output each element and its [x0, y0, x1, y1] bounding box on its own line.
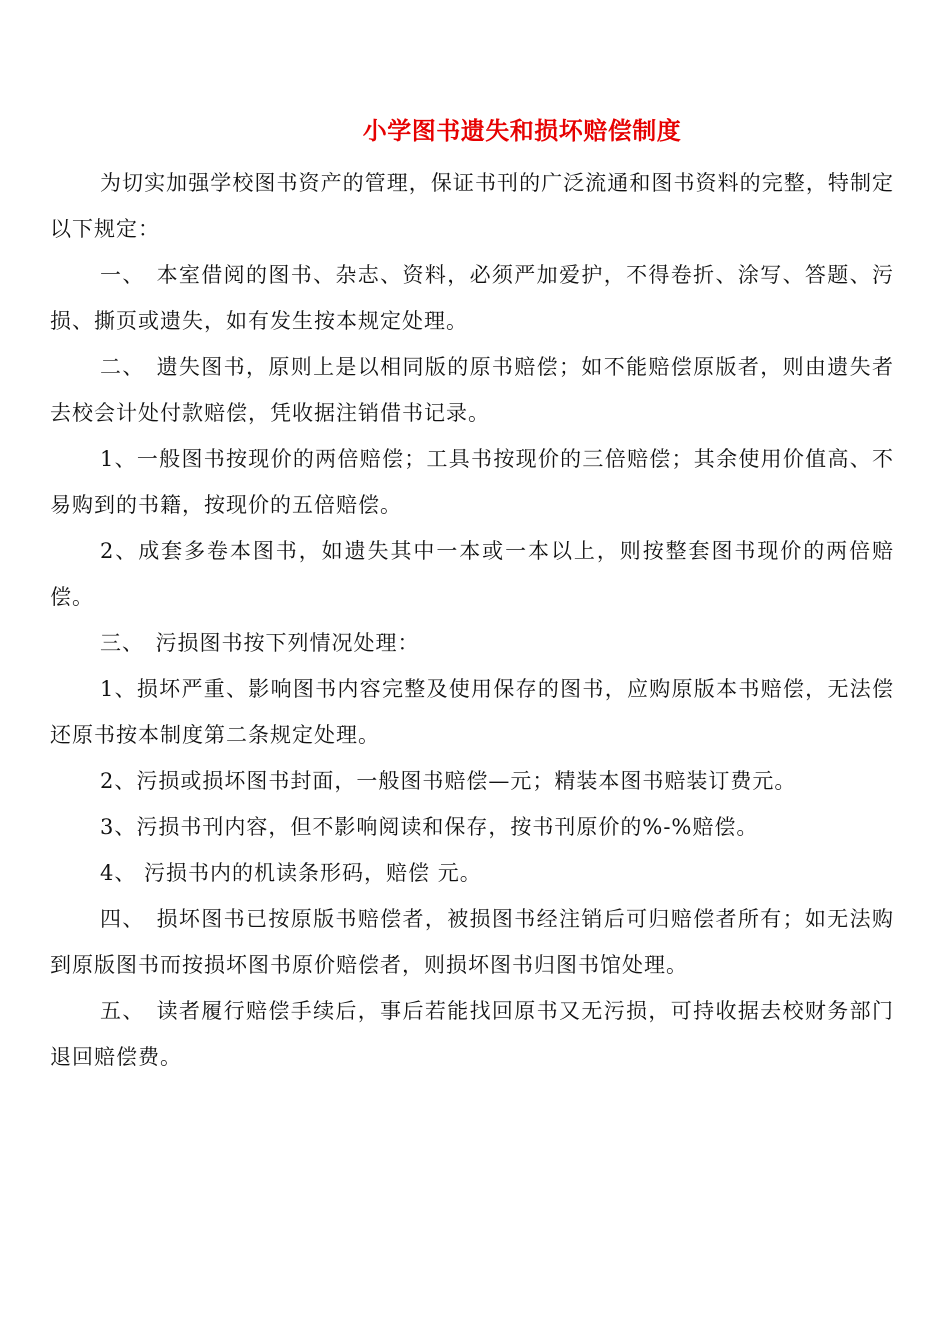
paragraph-rule-5: 五、 读者履行赔偿手续后，事后若能找回原书又无污损，可持收据去校财务部门退回赔偿费。 — [50, 999, 894, 1069]
paragraph-rule-3-item-4: 4、 污损书内的机读条形码，赔偿 元。 — [100, 861, 482, 885]
paragraph-rule-2: 二、 遗失图书，原则上是以相同版的原书赔偿；如不能赔偿原版者，则由遗失者去校会计处付款赔偿，凭收据注销借书记录。 — [50, 355, 894, 425]
paragraph-rule-1: 一、 本室借阅的图书、杂志、资料，必须严加爱护，不得卷折、涂写、答题、污损、撕页或遗失，如有发生按本规定处理。 — [50, 263, 894, 333]
paragraph-rule-2-item-1: 1、一般图书按现价的两倍赔偿；工具书按现价的三倍赔偿；其余使用价值高、不易购到的书籍，按现价的五倍赔偿。 — [50, 447, 894, 517]
paragraph-rule-4: 四、 损坏图书已按原版书赔偿者，被损图书经注销后可归赔偿者所有；如无法购到原版图书而按损坏图书原价赔偿者，则损坏图书归图书馆处理。 — [50, 907, 894, 977]
paragraph-intro: 为切实加强学校图书资产的管理，保证书刊的广泛流通和图书资料的完整，特制定以下规定： — [50, 171, 894, 241]
paragraph-rule-3-item-1: 1、损坏严重、影响图书内容完整及使用保存的图书，应购原版本书赔偿，无法偿还原书按本制度第二条规定处理。 — [50, 677, 894, 747]
document-title: 小学图书遗失和损坏赔偿制度 — [362, 116, 682, 145]
paragraph-rule-3-item-2: 2、污损或损坏图书封面，一般图书赔偿—元；精装本图书赔装订费元。 — [100, 769, 797, 793]
paragraph-rule-2-item-2: 2、成套多卷本图书，如遗失其中一本或一本以上，则按整套图书现价的两倍赔偿。 — [50, 539, 894, 609]
paragraph-rule-3: 三、 污损图书按下列情况处理： — [100, 631, 420, 655]
paragraph-rule-3-item-3: 3、污损书刊内容，但不影响阅读和保存，按书刊原价的%-%赔偿。 — [100, 815, 759, 839]
